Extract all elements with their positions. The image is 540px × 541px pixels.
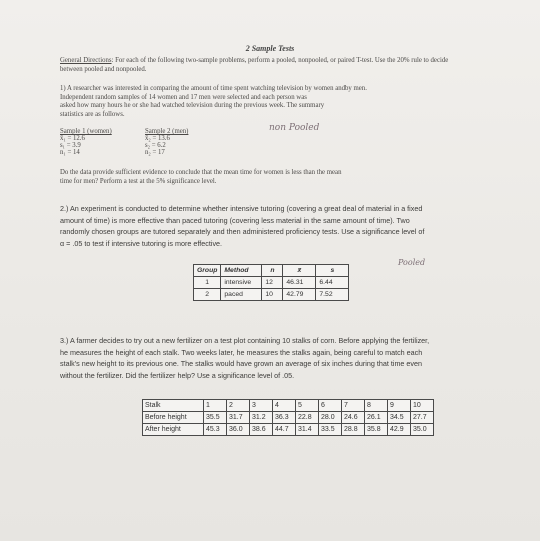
problem-2-text: [60, 203, 525, 249]
problem-3-text: [60, 335, 535, 381]
col-header-n: n: [262, 265, 283, 277]
after-height-value: 35.8: [365, 424, 388, 436]
problem-2-line: α = .05 to test if intensive tutoring is more effective.: [60, 238, 223, 248]
directions-label: General Directions: [60, 57, 112, 64]
cell-n: 12: [262, 277, 283, 289]
after-height-value: 36.0: [227, 424, 250, 436]
problem-1-question-line: time for men? Perform a test at the 5% significance level.: [60, 177, 217, 185]
stalk-number: 10: [411, 400, 434, 412]
table-row: [194, 289, 349, 301]
problem-2-line: randomly chosen groups are tutored separately and then administered proficiency tests. Use a significance level of: [60, 227, 425, 237]
problem-1-line: statistics are as follows.: [60, 110, 125, 118]
problem-3-line: he measures the height of each stalk. Two weeks later, he measures the stalks again, being careful to match each: [60, 347, 423, 357]
sample-2-mean: x̄₂ = 13.6: [145, 135, 170, 142]
problem-3-line: stalk's new height to its previous one. The stalks would have grown an average of six inches during that time even: [60, 359, 423, 369]
sample-1-stats: [60, 128, 112, 156]
before-height-value: 31.2: [250, 412, 273, 424]
before-height-value: 35.5: [204, 412, 227, 424]
problem-1-question-line: Do the data provide sufficient evidence to conclude that the mean time for women is less than the mean: [60, 169, 342, 176]
before-height-value: 34.5: [388, 412, 411, 424]
stalk-number: 6: [319, 400, 342, 412]
before-height-value: 36.3: [273, 412, 296, 424]
col-header-mean: x̄: [283, 265, 316, 277]
before-height-value: 27.7: [411, 412, 434, 424]
before-height-value: 28.0: [319, 412, 342, 424]
after-height-value: 28.8: [342, 424, 365, 436]
stalk-number: 5: [296, 400, 319, 412]
problem-1-line: asked how many hours he or she had watched television during the previous week. The summary: [60, 102, 325, 110]
cell-sd: 6.44: [316, 277, 349, 289]
before-height-label: Before height: [143, 412, 204, 424]
table-row: [194, 277, 349, 289]
tutoring-table: [193, 264, 349, 301]
before-height-value: 26.1: [365, 412, 388, 424]
sample-1-n: n₁ = 14: [60, 149, 80, 156]
sample-2-sd: s₂ = 6.2: [145, 142, 166, 149]
cell-sd: 7.52: [316, 289, 349, 301]
corn-stalk-table: [142, 399, 434, 436]
after-height-value: 31.4: [296, 424, 319, 436]
stalk-number: 7: [342, 400, 365, 412]
cell-group: 1: [194, 277, 221, 289]
before-height-value: 31.7: [227, 412, 250, 424]
problem-3-line: 3.) A farmer decides to try out a new fertilizer on a test plot containing 10 stalks of corn. Before applying the fertilizer,: [60, 336, 430, 345]
after-height-value: 44.7: [273, 424, 296, 436]
after-height-label: After height: [143, 424, 204, 436]
handwritten-note-pooled: Pooled: [398, 258, 426, 267]
cell-method: intensive: [221, 277, 262, 289]
cell-method: paced: [221, 289, 262, 301]
problem-1-text: [60, 85, 490, 119]
cell-mean: 46.31: [283, 277, 316, 289]
problem-1-question: [60, 169, 490, 186]
problem-2-line: amount of time) is more effective than paced tutoring (covering less material in the same amount of time). Two: [60, 215, 410, 225]
after-height-value: 42.9: [388, 424, 411, 436]
problem-1-line: Independent random samples of 14 women and 17 men were selected and each person was: [60, 93, 307, 101]
cell-group: 2: [194, 289, 221, 301]
handwritten-note-nonpooled: non Pooled: [269, 123, 320, 133]
sample-2-header: Sample 2 (men): [145, 128, 189, 135]
cell-n: 10: [262, 289, 283, 301]
stalk-header-row: [143, 400, 434, 412]
before-height-row: [143, 412, 434, 424]
general-directions: [60, 57, 460, 74]
col-header-group: Group: [194, 265, 221, 277]
page-title: 2 Sample Tests: [245, 44, 295, 53]
problem-3-line: without the fertilizer. Did the fertilizer help? Use a significance level of .05.: [60, 370, 295, 380]
after-height-value: 33.5: [319, 424, 342, 436]
col-header-sd: s: [316, 265, 349, 277]
after-height-row: [143, 424, 434, 436]
stalk-number: 8: [365, 400, 388, 412]
sample-1-sd: s₁ = 3.9: [60, 142, 81, 149]
stalk-number: 1: [204, 400, 227, 412]
col-header-method: Method: [221, 265, 262, 277]
after-height-value: 45.3: [204, 424, 227, 436]
after-height-value: 38.6: [250, 424, 273, 436]
problem-2-line: 2.) An experiment is conducted to determine whether intensive tutoring (covering a great deal of material in a fixed: [60, 204, 423, 213]
sample-1-header: Sample 1 (women): [60, 128, 112, 135]
after-height-value: 35.0: [411, 424, 434, 436]
sample-1-mean: x̄₁ = 12.6: [60, 135, 85, 142]
sample-2-stats: [145, 128, 188, 156]
before-height-value: 22.8: [296, 412, 319, 424]
table-header-row: [194, 265, 349, 277]
before-height-value: 24.6: [342, 412, 365, 424]
problem-1-line: 1) A researcher was interested in comparing the amount of time spent watching television by women andby men.: [60, 85, 367, 92]
stalk-number: 9: [388, 400, 411, 412]
stalk-number: 4: [273, 400, 296, 412]
stalk-label: Stalk: [143, 400, 204, 412]
cell-mean: 42.79: [283, 289, 316, 301]
directions-text: : For each of the following two-sample problems, perform a pooled, nonpooled, or paired T-test. Use the 20% rule to decide between pooled and nonpooled.: [60, 57, 449, 73]
sample-2-n: n₂ = 17: [145, 149, 165, 156]
stalk-number: 3: [250, 400, 273, 412]
stalk-number: 2: [227, 400, 250, 412]
